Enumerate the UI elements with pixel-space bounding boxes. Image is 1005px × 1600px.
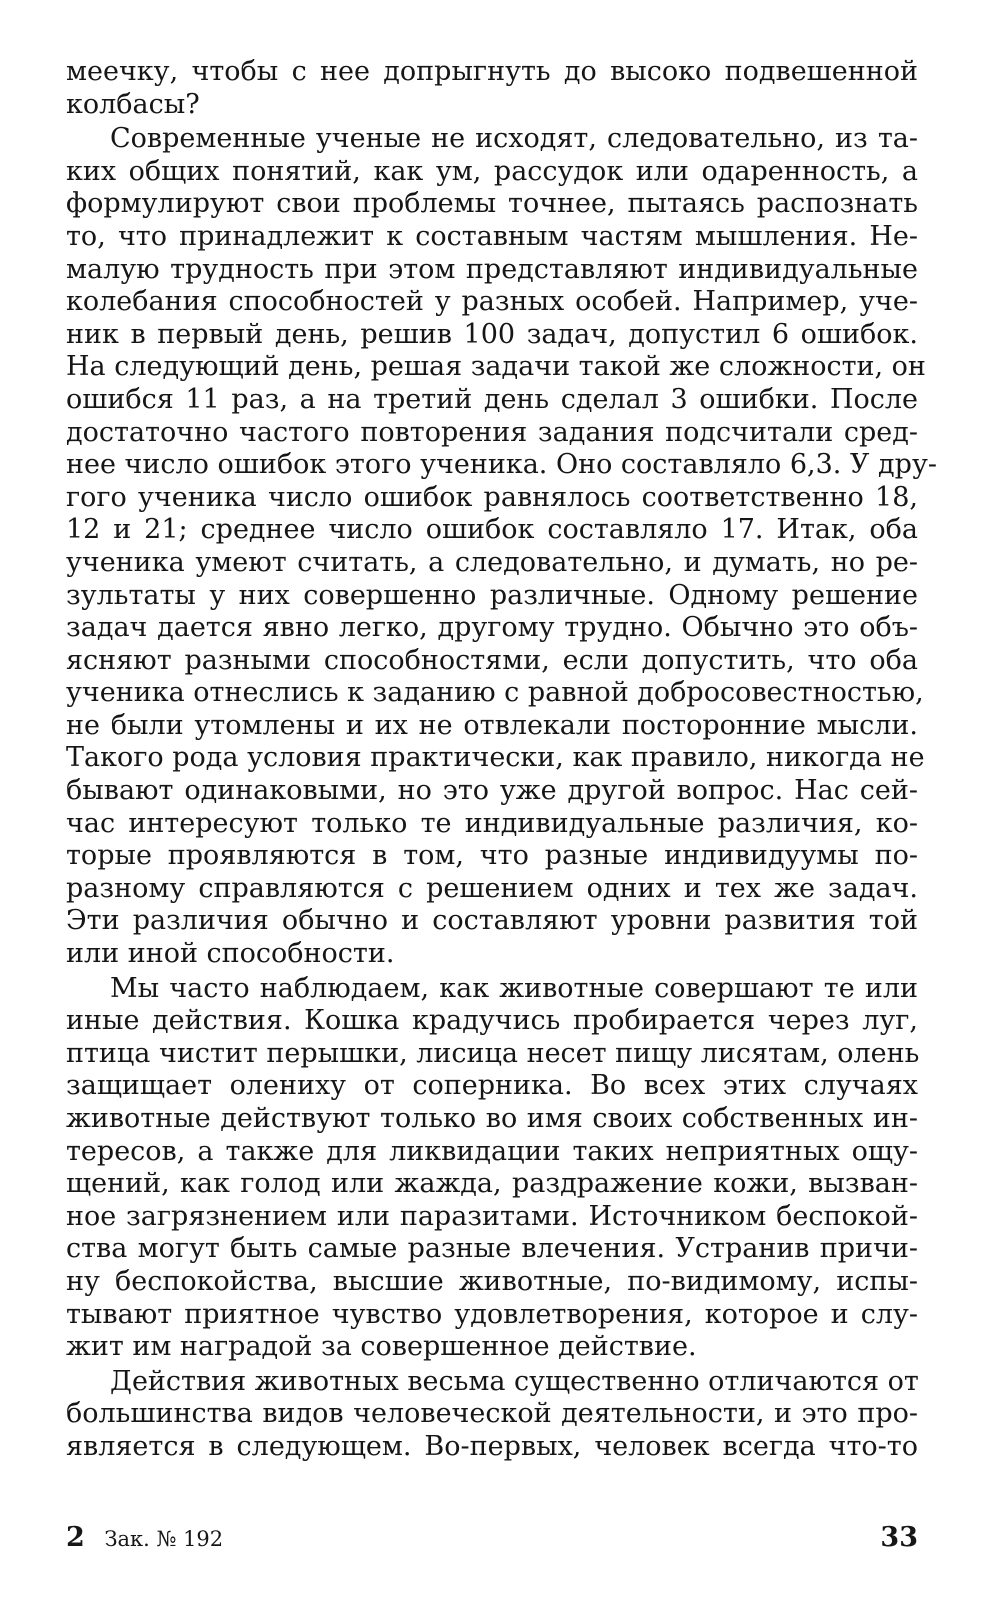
text-line: не были утомлены и их не отвлекали посторонние мысли. <box>66 709 918 741</box>
page-number: 33 <box>880 1522 918 1553</box>
text-line: малую трудность при этом представляют индивидуальные <box>66 253 918 285</box>
text-line: Такого рода условия практически, как правило, никогда не <box>66 742 925 774</box>
printer-signature <box>66 1518 223 1559</box>
text-line: ства могут быть самые разные влечения. Устранив причи- <box>66 1233 918 1265</box>
paragraph-3 <box>66 973 918 1364</box>
text-line: защищает олениху от соперника. Во всех этих случаях <box>66 1070 918 1102</box>
signature-label: Зак. № 192 <box>104 1527 224 1551</box>
body-text <box>66 56 937 1464</box>
text-line: колбасы? <box>66 88 200 120</box>
text-line: задач дается явно легко, другому трудно. Обычно это объ- <box>66 612 918 644</box>
text-line: ник в первый день, решив 100 задач, допустил 6 ошибок. <box>66 318 918 350</box>
text-line: бывают одинаковыми, но это уже другой вопрос. Нас сей- <box>66 775 918 807</box>
text-line: ученика умеют считать, а следовательно, и думать, но ре- <box>66 546 918 578</box>
text-line: Действия животных весьма существенно отличаются от <box>110 1365 919 1397</box>
text-line: птица чистит перышки, лисица несет пищу лисятам, олень <box>66 1037 920 1069</box>
paragraph-4 <box>66 1366 918 1464</box>
page-footer <box>66 1518 918 1558</box>
text-line: иные действия. Кошка крадучись пробирается через луг, <box>66 1005 918 1037</box>
text-line: 12 и 21; среднее число ошибок составляло 17. Итак, оба <box>66 514 918 546</box>
paragraph-1 <box>66 56 918 121</box>
text-line: нее число ошибок этого ученика. Оно составляло 6,3. У дру- <box>66 449 937 481</box>
text-line: Эти различия обычно и составляют уровни развития той <box>66 905 918 937</box>
text-line: ну беспокойства, высшие животные, по-видимому, испы- <box>66 1265 918 1297</box>
text-line: щений, как голод или жажда, раздражение кожи, вызван- <box>66 1168 918 1200</box>
text-line: животные действуют только во имя своих собственных ин- <box>66 1103 918 1134</box>
text-line: меечку, чтобы с нее допрыгнуть до высоко подвешенной <box>66 56 918 87</box>
text-line: Мы часто наблюдаем, как животные совершают те или <box>110 972 918 1004</box>
text-line: зультаты у них совершенно различные. Одному решение <box>66 579 918 611</box>
text-line: На следующий день, решая задачи такой же сложности, он <box>66 351 926 383</box>
text-line: ученика отнеслись к заданию с равной добросовестностью, <box>66 677 924 709</box>
text-line: разному справляются с решением одних и тех же задач. <box>66 872 918 904</box>
text-line: или иной способности. <box>66 938 395 970</box>
text-line: то, что принадлежит к составным частям мышления. Не- <box>66 220 918 252</box>
text-line: тересов, а также для ликвидации таких неприятных ощу- <box>66 1135 918 1167</box>
text-line: тывают приятное чувство удовлетворения, которое и слу- <box>66 1298 918 1330</box>
text-line: достаточно частого повторения задания подсчитали сред- <box>66 416 918 448</box>
text-line: час интересуют только те индивидуальные различия, ко- <box>66 807 918 839</box>
text-line: ких общих понятий, как ум, рассудок или одаренность, а <box>66 155 918 187</box>
text-line: Современные ученые не исходят, следовательно, из та- <box>110 123 918 155</box>
text-line: является в следующем. Во-первых, человек всегда что-то <box>66 1430 918 1462</box>
text-line: большинства видов человеческой деятельности, и это про- <box>66 1398 918 1430</box>
text-line: колебания способностей у разных особей. Например, уче- <box>66 286 918 318</box>
text-line: жит им наградой за совершенное действие. <box>66 1331 697 1363</box>
book-page <box>66 56 937 1486</box>
paragraph-2 <box>66 123 937 970</box>
text-line: формулируют свои проблемы точнее, пытаясь распознать <box>66 188 918 220</box>
text-line: ошибся 11 раз, а на третий день сделал 3 ошибки. После <box>66 383 918 415</box>
text-line: торые проявляются в том, что разные индивидуумы по- <box>66 840 918 872</box>
text-line: ясняют разными способностями, если допустить, что оба <box>66 644 918 676</box>
signature-number: 2 <box>66 1522 85 1553</box>
text-line: ное загрязнением или паразитами. Источником беспокой- <box>66 1200 918 1232</box>
text-line: гого ученика число ошибок равнялось соответственно 18, <box>66 481 918 513</box>
